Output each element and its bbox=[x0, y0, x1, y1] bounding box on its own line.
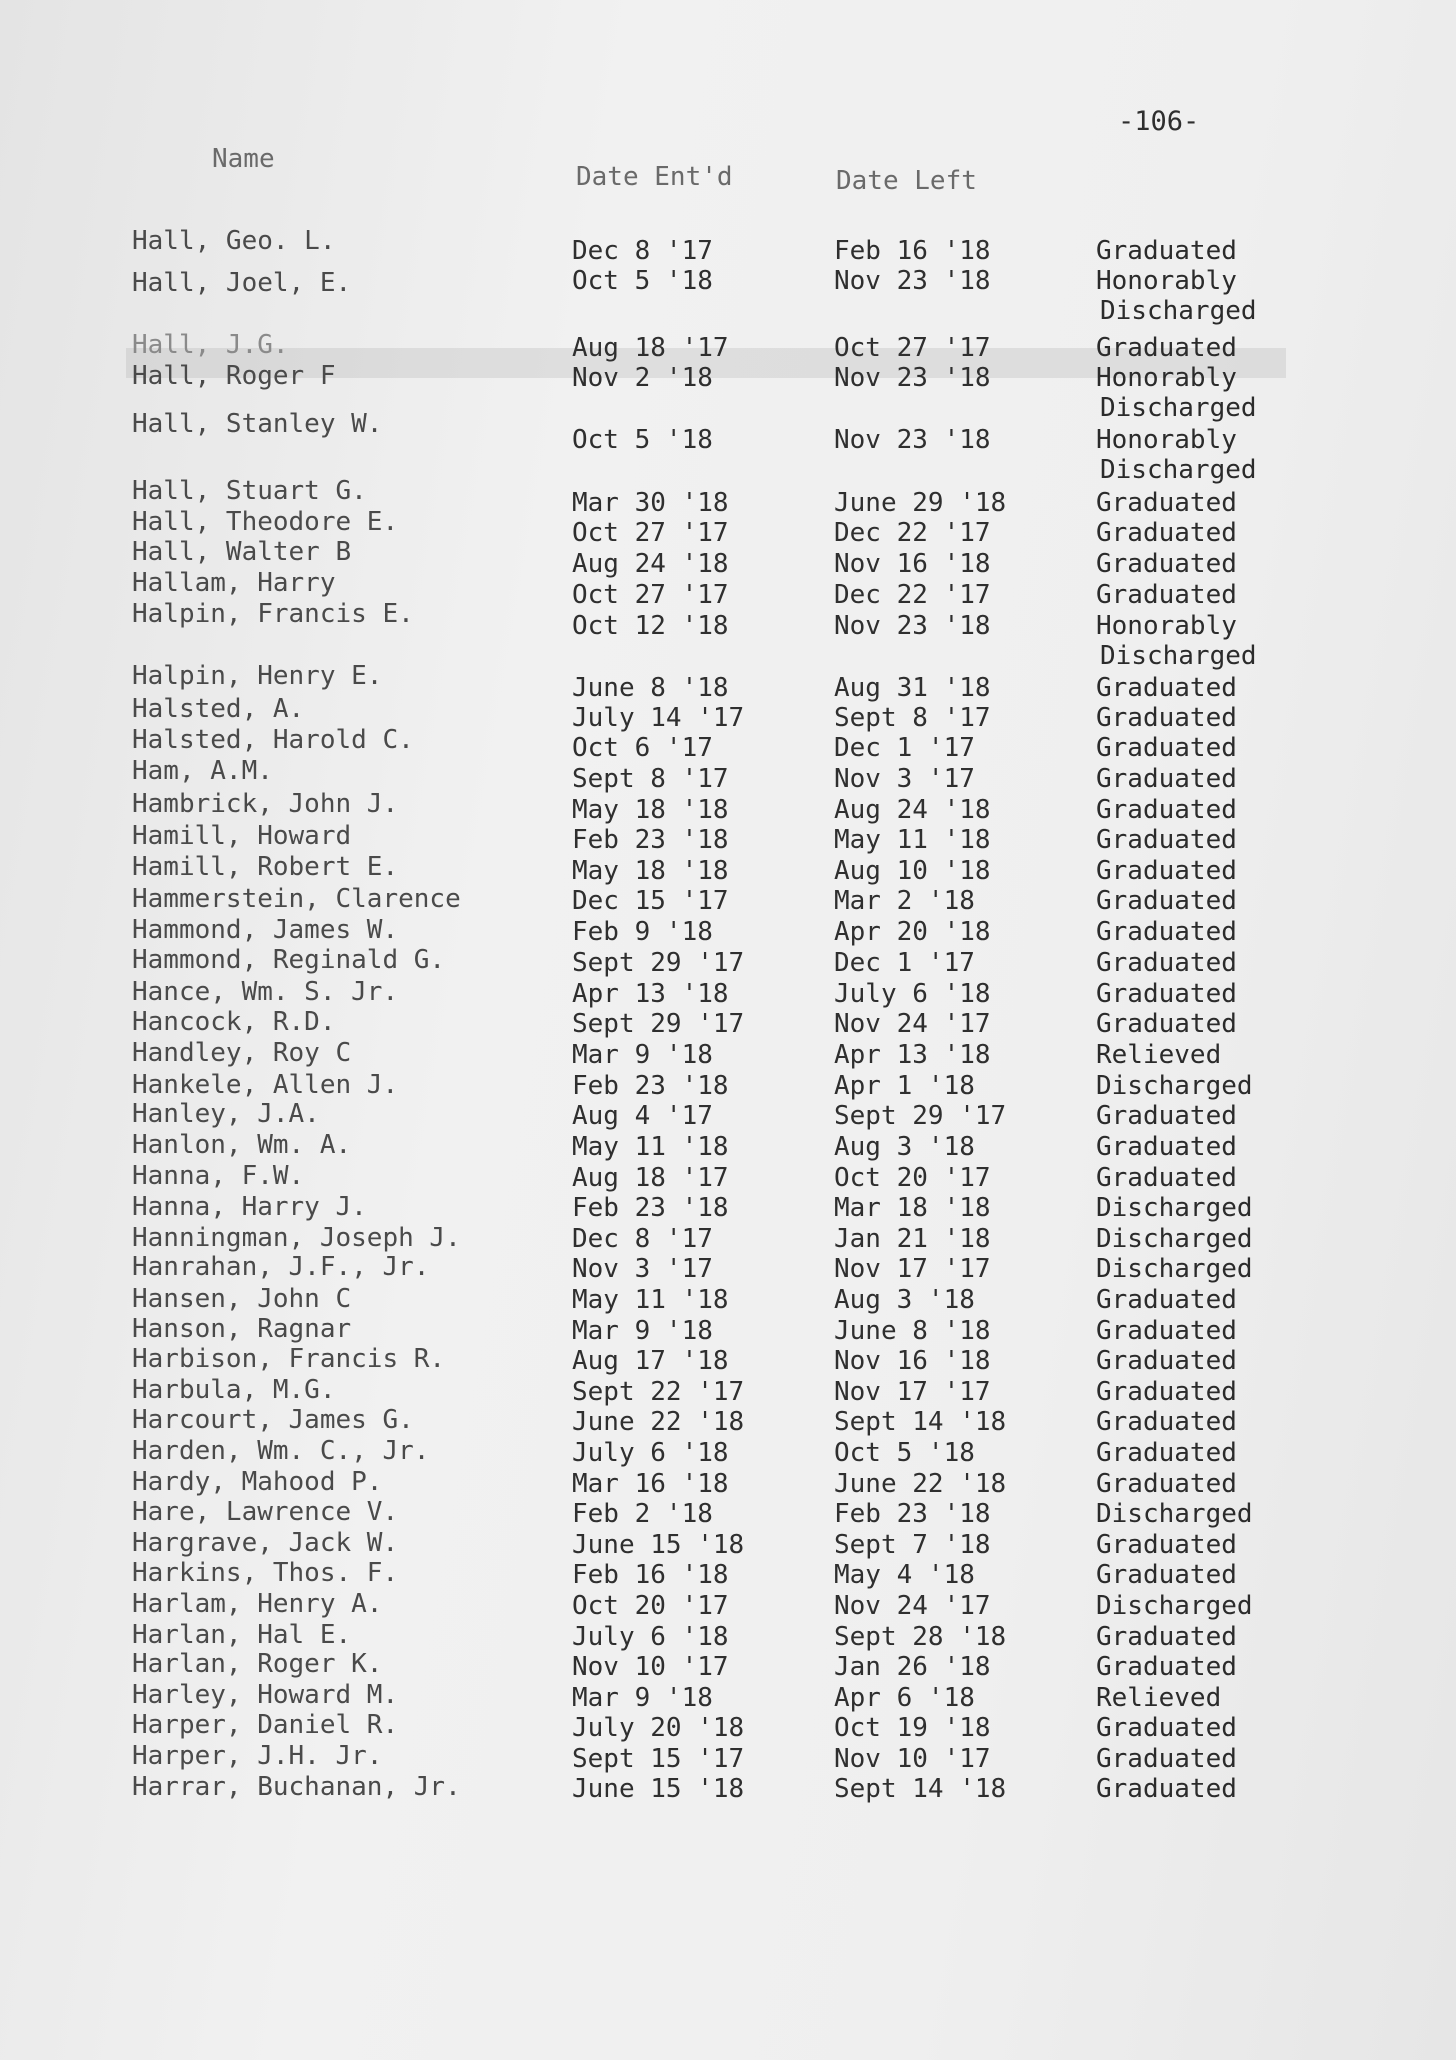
cell-status: Graduated bbox=[1096, 733, 1237, 763]
cell-date-left: June 22 '18 bbox=[834, 1469, 1007, 1499]
cell-status: Graduated bbox=[1096, 948, 1237, 978]
cell-date-left: Sept 14 '18 bbox=[834, 1407, 1007, 1437]
table-row bbox=[0, 1560, 1456, 1591]
cell-date-entered: Sept 29 '17 bbox=[572, 948, 745, 978]
table-row bbox=[0, 330, 1456, 364]
cell-status: Graduated bbox=[1096, 1713, 1237, 1743]
cell-date-entered: May 18 '18 bbox=[572, 795, 729, 825]
cell-name: Hanna, Harry J. bbox=[132, 1192, 367, 1222]
cell-status: Honorably bbox=[1096, 363, 1237, 393]
cell-date-left: Nov 16 '18 bbox=[834, 1346, 991, 1376]
cell-status: Discharged bbox=[1096, 1071, 1253, 1101]
cell-date-entered: Aug 17 '18 bbox=[572, 1346, 729, 1376]
cell-date-left: Nov 17 '17 bbox=[834, 1254, 991, 1284]
cell-name: Hammond, James W. bbox=[132, 915, 399, 945]
cell-status: Discharged bbox=[1096, 1499, 1253, 1529]
cell-name: Hanrahan, J.F., Jr. bbox=[132, 1252, 430, 1282]
cell-status: Graduated bbox=[1096, 1163, 1237, 1193]
table-row bbox=[0, 1071, 1456, 1102]
cell-date-left: May 4 '18 bbox=[834, 1560, 975, 1590]
table-row bbox=[0, 361, 1456, 423]
table-row bbox=[0, 266, 1456, 326]
cell-name: Harbula, M.G. bbox=[132, 1375, 336, 1405]
cell-date-entered: Dec 15 '17 bbox=[572, 886, 729, 916]
cell-name: Hall, Walter B bbox=[132, 537, 352, 567]
cell-date-entered: Feb 23 '18 bbox=[572, 825, 729, 855]
table-row bbox=[0, 1163, 1456, 1194]
cell-date-entered: June 8 '18 bbox=[572, 673, 729, 703]
cell-status: Discharged bbox=[1096, 1224, 1253, 1254]
cell-status: Graduated bbox=[1096, 1560, 1237, 1590]
cell-status: Graduated bbox=[1096, 1346, 1237, 1376]
cell-status: Graduated bbox=[1096, 1009, 1237, 1039]
cell-name: Hall, Theodore E. bbox=[132, 507, 399, 537]
cell-status: Honorably bbox=[1096, 425, 1237, 455]
cell-date-entered: Dec 8 '17 bbox=[572, 1224, 713, 1254]
cell-date-entered: May 11 '18 bbox=[572, 1132, 729, 1162]
cell-status: Graduated bbox=[1096, 1285, 1237, 1315]
cell-date-entered: Mar 30 '18 bbox=[572, 488, 729, 518]
cell-date-entered: Mar 16 '18 bbox=[572, 1469, 729, 1499]
cell-status-continued: Discharged bbox=[1100, 393, 1257, 423]
cell-name: Hall, Stuart G. bbox=[132, 476, 367, 506]
table-row bbox=[0, 1530, 1456, 1561]
cell-date-entered: Feb 9 '18 bbox=[572, 917, 713, 947]
cell-status: Relieved bbox=[1096, 1040, 1222, 1070]
table-row bbox=[0, 1407, 1456, 1438]
table-row bbox=[0, 917, 1456, 948]
cell-status: Graduated bbox=[1096, 1530, 1237, 1560]
table-row bbox=[0, 1009, 1456, 1040]
cell-date-entered: June 15 '18 bbox=[572, 1774, 745, 1804]
cell-status: Discharged bbox=[1096, 1254, 1253, 1284]
cell-date-left: Feb 16 '18 bbox=[834, 236, 991, 266]
cell-status: Graduated bbox=[1096, 549, 1237, 579]
cell-name: Halsted, A. bbox=[132, 694, 305, 724]
cell-status-continued: Discharged bbox=[1100, 296, 1257, 326]
cell-date-left: Dec 1 '17 bbox=[834, 948, 975, 978]
cell-name: Harper, J.H. Jr. bbox=[132, 1741, 383, 1771]
cell-date-left: Jan 21 '18 bbox=[834, 1224, 991, 1254]
cell-name: Harkins, Thos. F. bbox=[132, 1558, 399, 1588]
cell-name: Ham, A.M. bbox=[132, 756, 273, 786]
cell-status: Graduated bbox=[1096, 1469, 1237, 1499]
cell-name: Harcourt, James G. bbox=[132, 1405, 414, 1435]
cell-name: Hanna, F.W. bbox=[132, 1161, 305, 1191]
cell-status: Graduated bbox=[1096, 917, 1237, 947]
cell-date-left: Jan 26 '18 bbox=[834, 1652, 991, 1682]
cell-date-left: Nov 23 '18 bbox=[834, 425, 991, 455]
cell-date-left: Sept 7 '18 bbox=[834, 1530, 991, 1560]
cell-date-entered: Sept 8 '17 bbox=[572, 764, 729, 794]
cell-date-left: Nov 17 '17 bbox=[834, 1377, 991, 1407]
cell-date-entered: Feb 23 '18 bbox=[572, 1071, 729, 1101]
cell-name: Harlan, Roger K. bbox=[132, 1649, 383, 1679]
cell-date-entered: May 18 '18 bbox=[572, 856, 729, 886]
cell-name: Hamill, Robert E. bbox=[132, 852, 399, 882]
cell-status: Graduated bbox=[1096, 764, 1237, 794]
cell-date-left: Mar 18 '18 bbox=[834, 1193, 991, 1223]
column-header-name: Name bbox=[212, 144, 275, 174]
cell-date-left: Apr 13 '18 bbox=[834, 1040, 991, 1070]
table-row bbox=[0, 1469, 1456, 1500]
cell-date-left: Dec 1 '17 bbox=[834, 733, 975, 763]
cell-date-entered: Feb 23 '18 bbox=[572, 1193, 729, 1223]
cell-name: Harden, Wm. C., Jr. bbox=[132, 1436, 430, 1466]
table-row bbox=[0, 1316, 1456, 1347]
table-row bbox=[0, 1101, 1456, 1132]
cell-status: Graduated bbox=[1096, 856, 1237, 886]
cell-date-left: Aug 3 '18 bbox=[834, 1132, 975, 1162]
cell-status: Graduated bbox=[1096, 488, 1237, 518]
table-row bbox=[0, 1710, 1456, 1744]
cell-date-entered: Oct 6 '17 bbox=[572, 733, 713, 763]
cell-status: Discharged bbox=[1096, 1591, 1253, 1621]
cell-date-left: Apr 6 '18 bbox=[834, 1683, 975, 1713]
cell-status: Graduated bbox=[1096, 703, 1237, 733]
cell-name: Hall, Roger F bbox=[132, 361, 336, 391]
cell-date-left: Nov 23 '18 bbox=[834, 266, 991, 296]
table-row bbox=[0, 945, 1456, 979]
cell-name: Hargrave, Jack W. bbox=[132, 1528, 399, 1558]
cell-name: Hammond, Reginald G. bbox=[132, 945, 446, 975]
cell-date-left: May 11 '18 bbox=[834, 825, 991, 855]
cell-date-left: Dec 22 '17 bbox=[834, 518, 991, 548]
cell-name: Hankele, Allen J. bbox=[132, 1070, 399, 1100]
cell-date-entered: Mar 9 '18 bbox=[572, 1316, 713, 1346]
cell-date-entered: Sept 15 '17 bbox=[572, 1744, 745, 1774]
cell-date-left: Nov 10 '17 bbox=[834, 1744, 991, 1774]
cell-name: Harbison, Francis R. bbox=[132, 1344, 446, 1374]
cell-date-left: Oct 19 '18 bbox=[834, 1713, 991, 1743]
cell-date-left: Feb 23 '18 bbox=[834, 1499, 991, 1529]
cell-date-left: Sept 8 '17 bbox=[834, 703, 991, 733]
cell-date-left: Aug 31 '18 bbox=[834, 673, 991, 703]
cell-name: Hamill, Howard bbox=[132, 821, 352, 851]
table-row bbox=[0, 1193, 1456, 1224]
cell-status: Graduated bbox=[1096, 1744, 1237, 1774]
cell-name: Hardy, Mahood P. bbox=[132, 1467, 383, 1497]
table-row bbox=[0, 1438, 1456, 1469]
cell-status: Graduated bbox=[1096, 1316, 1237, 1346]
cell-name: Hanley, J.A. bbox=[132, 1099, 320, 1129]
cell-date-left: Nov 24 '17 bbox=[834, 1591, 991, 1621]
cell-status: Discharged bbox=[1096, 1193, 1253, 1223]
cell-date-entered: Sept 29 '17 bbox=[572, 1009, 745, 1039]
cell-name: Hall, Stanley W. bbox=[132, 409, 383, 439]
table-row bbox=[0, 599, 1456, 671]
cell-status: Graduated bbox=[1096, 673, 1237, 703]
table-row bbox=[0, 1499, 1456, 1530]
table-row bbox=[0, 1040, 1456, 1071]
cell-name: Hambrick, John J. bbox=[132, 789, 399, 819]
table-row bbox=[0, 409, 1456, 485]
cell-status-continued: Discharged bbox=[1100, 641, 1257, 671]
cell-status: Honorably bbox=[1096, 266, 1237, 296]
cell-name: Harlam, Henry A. bbox=[132, 1589, 383, 1619]
cell-name: Hallam, Harry bbox=[132, 568, 336, 598]
cell-status: Graduated bbox=[1096, 1438, 1237, 1468]
cell-date-entered: Mar 9 '18 bbox=[572, 1683, 713, 1713]
cell-status: Graduated bbox=[1096, 825, 1237, 855]
cell-date-left: Oct 20 '17 bbox=[834, 1163, 991, 1193]
cell-date-left: Nov 16 '18 bbox=[834, 549, 991, 579]
cell-name: Hancock, R.D. bbox=[132, 1007, 336, 1037]
cell-status: Graduated bbox=[1096, 1377, 1237, 1407]
table-row bbox=[0, 1224, 1456, 1255]
cell-status: Graduated bbox=[1096, 1132, 1237, 1162]
cell-name: Hanson, Ragnar bbox=[132, 1314, 352, 1344]
cell-date-left: Oct 27 '17 bbox=[834, 333, 991, 363]
cell-date-entered: Aug 18 '17 bbox=[572, 1163, 729, 1193]
table-row bbox=[0, 1377, 1456, 1408]
cell-date-entered: Feb 2 '18 bbox=[572, 1499, 713, 1529]
table-row bbox=[0, 1132, 1456, 1163]
cell-name: Hall, Geo. L. bbox=[132, 226, 336, 256]
cell-date-left: June 8 '18 bbox=[834, 1316, 991, 1346]
table-row bbox=[0, 1591, 1456, 1622]
cell-name: Harrar, Buchanan, Jr. bbox=[132, 1772, 461, 1802]
cell-date-entered: Aug 18 '17 bbox=[572, 333, 729, 363]
cell-name: Harley, Howard M. bbox=[132, 1680, 399, 1710]
cell-date-left: Dec 22 '17 bbox=[834, 580, 991, 610]
cell-date-left: Nov 3 '17 bbox=[834, 764, 975, 794]
cell-date-left: Nov 23 '18 bbox=[834, 363, 991, 393]
cell-status: Graduated bbox=[1096, 580, 1237, 610]
table-row bbox=[0, 979, 1456, 1010]
cell-date-entered: Oct 5 '18 bbox=[572, 425, 713, 455]
cell-date-left: Aug 3 '18 bbox=[834, 1285, 975, 1315]
table-row bbox=[0, 852, 1456, 887]
cell-date-left: Sept 28 '18 bbox=[834, 1622, 1007, 1652]
table-row bbox=[0, 226, 1456, 267]
cell-name: Hance, Wm. S. Jr. bbox=[132, 977, 399, 1007]
cell-date-entered: July 14 '17 bbox=[572, 703, 745, 733]
table-row bbox=[0, 886, 1456, 917]
cell-date-left: Apr 20 '18 bbox=[834, 917, 991, 947]
cell-status: Honorably bbox=[1096, 611, 1237, 641]
cell-date-entered: Mar 9 '18 bbox=[572, 1040, 713, 1070]
table-row bbox=[0, 1346, 1456, 1377]
cell-name: Hansen, John C bbox=[132, 1284, 352, 1314]
cell-date-left: Aug 10 '18 bbox=[834, 856, 991, 886]
cell-date-left: Nov 24 '17 bbox=[834, 1009, 991, 1039]
cell-name: Hanlon, Wm. A. bbox=[132, 1130, 352, 1160]
table-row bbox=[0, 1741, 1456, 1775]
cell-date-entered: Nov 10 '17 bbox=[572, 1652, 729, 1682]
cell-date-entered: July 6 '18 bbox=[572, 1622, 729, 1652]
cell-status: Graduated bbox=[1096, 1622, 1237, 1652]
cell-date-left: Nov 23 '18 bbox=[834, 611, 991, 641]
cell-status: Graduated bbox=[1096, 795, 1237, 825]
column-header-date-left: Date Left bbox=[836, 166, 977, 196]
cell-name: Harlan, Hal E. bbox=[132, 1620, 352, 1650]
cell-status: Graduated bbox=[1096, 333, 1237, 363]
cell-status: Graduated bbox=[1096, 1101, 1237, 1131]
cell-date-entered: Oct 12 '18 bbox=[572, 611, 729, 641]
cell-status: Graduated bbox=[1096, 236, 1237, 266]
cell-name: Halpin, Henry E. bbox=[132, 661, 383, 691]
cell-date-left: Apr 1 '18 bbox=[834, 1071, 975, 1101]
cell-date-entered: Sept 22 '17 bbox=[572, 1377, 745, 1407]
cell-name: Hammerstein, Clarence bbox=[132, 884, 461, 914]
cell-name: Halsted, Harold C. bbox=[132, 725, 414, 755]
cell-status: Graduated bbox=[1096, 979, 1237, 1009]
table-row bbox=[0, 1774, 1456, 1805]
cell-date-entered: July 6 '18 bbox=[572, 1438, 729, 1468]
cell-date-left: Sept 14 '18 bbox=[834, 1774, 1007, 1804]
cell-date-left: Aug 24 '18 bbox=[834, 795, 991, 825]
cell-status: Graduated bbox=[1096, 518, 1237, 548]
cell-date-entered: Oct 27 '17 bbox=[572, 518, 729, 548]
table-row bbox=[0, 1285, 1456, 1316]
cell-date-entered: Nov 2 '18 bbox=[572, 363, 713, 393]
table-row bbox=[0, 1254, 1456, 1285]
cell-date-entered: June 22 '18 bbox=[572, 1407, 745, 1437]
cell-date-entered: Apr 13 '18 bbox=[572, 979, 729, 1009]
page-number: -106- bbox=[1118, 106, 1200, 137]
cell-date-entered: Dec 8 '17 bbox=[572, 236, 713, 266]
cell-date-entered: Oct 27 '17 bbox=[572, 580, 729, 610]
cell-name: Halpin, Francis E. bbox=[132, 599, 414, 629]
cell-date-entered: June 15 '18 bbox=[572, 1530, 745, 1560]
cell-date-entered: July 20 '18 bbox=[572, 1713, 745, 1743]
cell-name: Harper, Daniel R. bbox=[132, 1710, 399, 1740]
cell-status: Graduated bbox=[1096, 886, 1237, 916]
cell-date-entered: Feb 16 '18 bbox=[572, 1560, 729, 1590]
cell-status: Relieved bbox=[1096, 1683, 1222, 1713]
cell-name: Hare, Lawrence V. bbox=[132, 1497, 399, 1527]
column-header-date-entered: Date Ent'd bbox=[576, 162, 733, 192]
cell-name: Handley, Roy C bbox=[132, 1038, 352, 1068]
cell-date-left: Oct 5 '18 bbox=[834, 1438, 975, 1468]
cell-date-left: Sept 29 '17 bbox=[834, 1101, 1007, 1131]
cell-status-continued: Discharged bbox=[1100, 455, 1257, 485]
cell-date-entered: Aug 4 '17 bbox=[572, 1101, 713, 1131]
table-row bbox=[0, 1649, 1456, 1683]
cell-name: Hall, Joel, E. bbox=[132, 268, 352, 298]
cell-date-entered: Oct 20 '17 bbox=[572, 1591, 729, 1621]
cell-status: Graduated bbox=[1096, 1774, 1237, 1804]
cell-date-left: June 29 '18 bbox=[834, 488, 1007, 518]
cell-date-entered: Oct 5 '18 bbox=[572, 266, 713, 296]
cell-status: Graduated bbox=[1096, 1652, 1237, 1682]
cell-date-entered: May 11 '18 bbox=[572, 1285, 729, 1315]
cell-name: Hall, J.G. bbox=[132, 330, 289, 360]
cell-date-left: July 6 '18 bbox=[834, 979, 991, 1009]
cell-status: Graduated bbox=[1096, 1407, 1237, 1437]
cell-name: Hanningman, Joseph J. bbox=[132, 1223, 461, 1253]
cell-date-entered: Nov 3 '17 bbox=[572, 1254, 713, 1284]
cell-date-entered: Aug 24 '18 bbox=[572, 549, 729, 579]
cell-date-left: Mar 2 '18 bbox=[834, 886, 975, 916]
